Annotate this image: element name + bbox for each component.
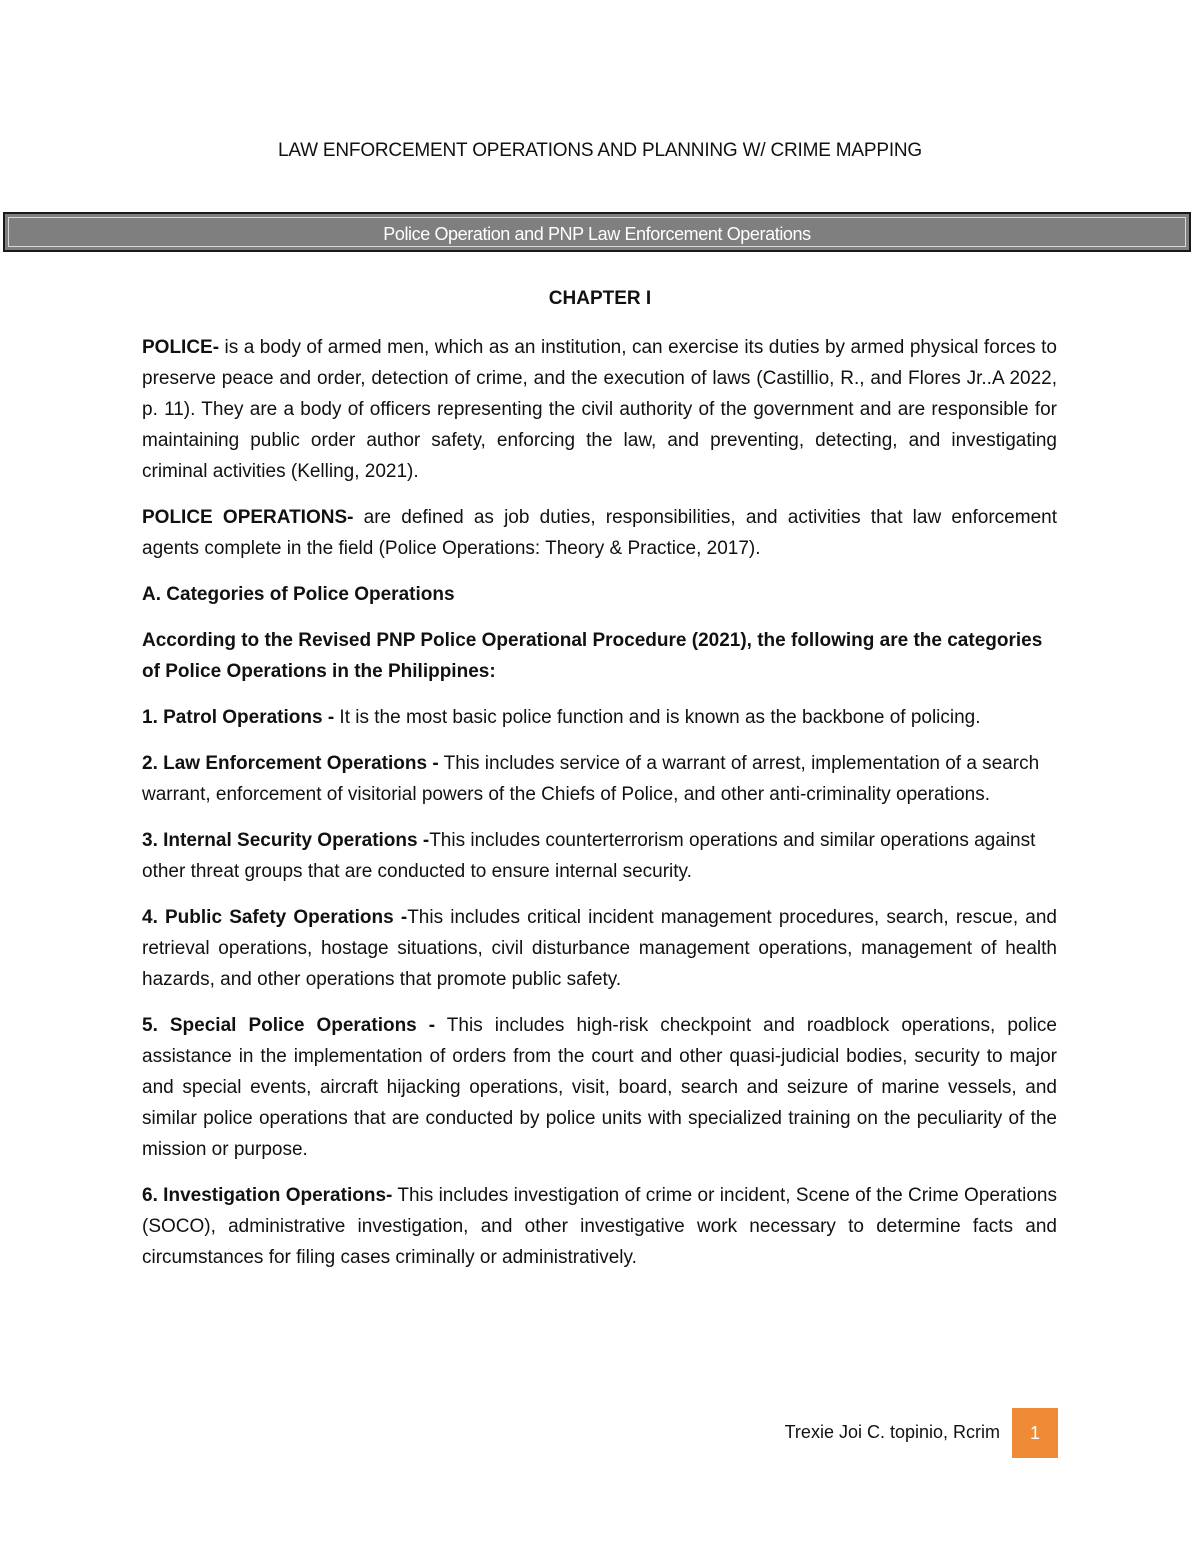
category-item: [142, 825, 1057, 887]
category-text: This includes investigation of crime or incident, Scene of the Crime Operations (SOCO), administrative investigation, and other investigative work necessary to determine facts and circumstances for filing cases criminally or administratively.: [142, 1185, 1057, 1268]
section-heading: A. Categories of Police Operations: [142, 584, 455, 605]
definition-text: is a body of armed men, which as an institution, can exercise its duties by armed physical forces to preserve peace and order, detection of crime, and the execution of laws (Castillio, R., and Flores Jr..A 2022, p. 11). They are a body of officers representing the civil authority of the government and are responsible for maintaining public order author safety, enforcing the law, and preventing, detecting, and investigating criminal activities (Kelling, 2021).: [142, 337, 1057, 482]
definition-text: are defined as job duties, responsibilities, and activities that law enforcement agents complete in the field (Police Operations: Theory & Practice, 2017).: [142, 507, 1057, 559]
page-number-badge: 1: [1012, 1408, 1058, 1458]
section-intro: According to the Revised PNP Police Operational Procedure (2021), the following are the categories of Police Operations in the Philippines:: [142, 630, 1043, 682]
definition-term: POLICE-: [142, 337, 220, 358]
police-operations-definition: [142, 502, 1057, 564]
category-term: 6. Investigation Operations-: [142, 1185, 393, 1206]
category-term: 2. Law Enforcement Operations -: [142, 753, 439, 774]
author-name: Trexie Joi C. topinio, Rcrim: [784, 1422, 1000, 1442]
page-footer: [0, 1408, 1058, 1458]
document-body: [142, 332, 1057, 1288]
document-title: LAW ENFORCEMENT OPERATIONS AND PLANNING W/ CRIME MAPPING: [277, 140, 923, 161]
category-item: [142, 1180, 1057, 1273]
category-item: [142, 902, 1057, 995]
category-item: [142, 748, 1057, 810]
category-text: It is the most basic police function and is known as the backbone of policing.: [334, 707, 981, 728]
chapter-heading: CHAPTER I: [548, 288, 652, 309]
category-text: This includes service of a warrant of arrest, implementation of a search warrant, enforcement of visitorial powers of the Chiefs of Police, and other anti-criminality operations.: [142, 753, 1040, 805]
category-term: 3. Internal Security Operations -: [142, 830, 430, 851]
category-item: [142, 702, 1057, 733]
banner-text: Police Operation and PNP Law Enforcement Operations: [383, 224, 811, 244]
category-text: This includes counterterrorism operations and similar operations against other threat groups that are conducted to ensure internal security.: [142, 830, 1036, 882]
category-term: 1. Patrol Operations -: [142, 707, 335, 728]
police-definition: [142, 332, 1057, 487]
category-text: This includes critical incident management procedures, search, rescue, and retrieval operations, hostage situations, civil disturbance management operations, management of health hazards, and other operations that promote public safety.: [142, 907, 1058, 990]
definition-term: POLICE OPERATIONS-: [142, 507, 354, 528]
category-text: This includes high-risk checkpoint and roadblock operations, police assistance in the implementation of orders from the court and other quasi-judicial bodies, security to major and special events, aircraft hijacking operations, visit, board, search and seizure of marine vessels, and similar police operations that are conducted by police units with specialized training on the peculiarity of the mission or purpose.: [142, 1015, 1057, 1160]
section-banner: [3, 212, 1191, 252]
category-term: 4. Public Safety Operations -: [142, 907, 408, 928]
category-term: 5. Special Police Operations -: [142, 1015, 436, 1036]
category-item: [142, 1010, 1057, 1165]
